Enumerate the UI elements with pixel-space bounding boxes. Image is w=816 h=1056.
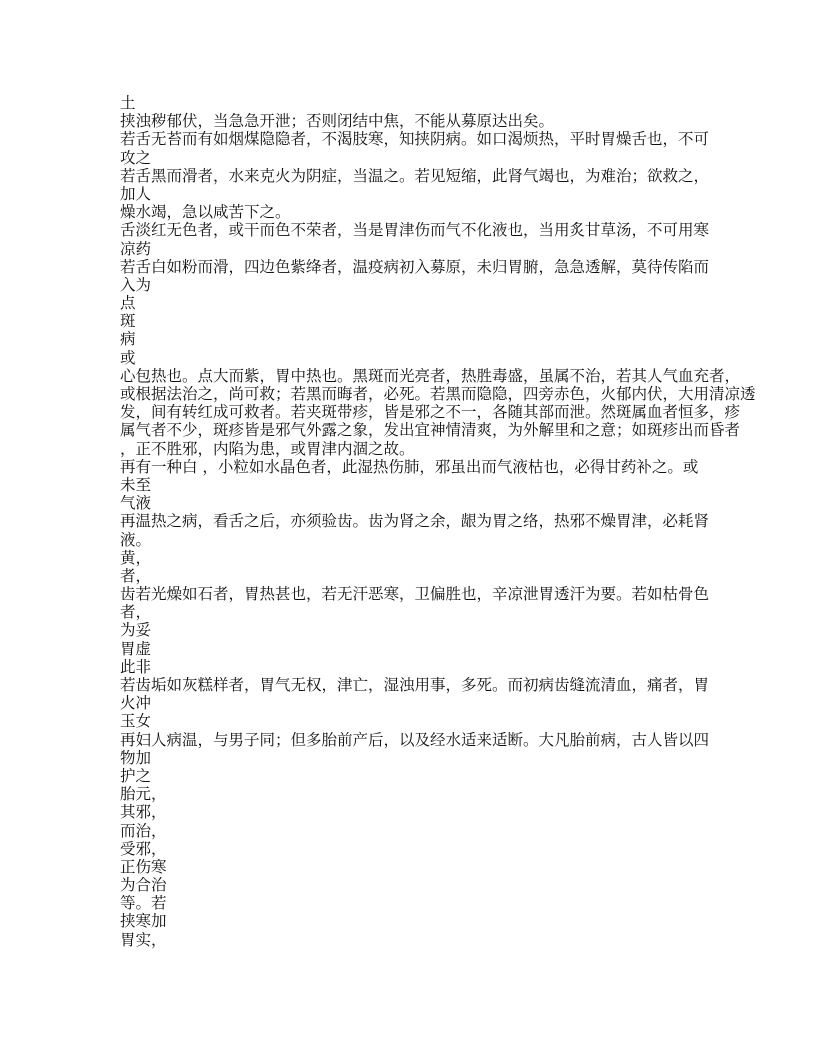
- text-line: 此非: [120, 657, 152, 676]
- text-line: 或: [120, 348, 136, 367]
- text-line: 心包热也。点大而紫，胃中热也。黑斑而光亮者，热胜毒盛，虽属不治，若其人气血充者，: [120, 366, 741, 385]
- text-line: 物加: [120, 748, 152, 767]
- text-line: 胃实，: [120, 930, 167, 949]
- text-line: 等。若: [120, 894, 167, 913]
- text-line: 病: [120, 330, 136, 349]
- text-line: 受邪，: [120, 839, 167, 858]
- text-line: 发，间有转红成可救者。若夹斑带疹，皆是邪之不一，各随其部而泄。然斑属血者恒多，疹: [120, 403, 741, 422]
- text-line: 正伤寒: [120, 857, 167, 876]
- text-line: 挟寒加: [120, 912, 167, 931]
- text-line: 点: [120, 294, 136, 313]
- text-line: 斑: [120, 312, 136, 331]
- text-line: 若舌黑而滑者，水来克火为阴症，当温之。若见短缩，此肾气竭也，为难治；欲救之，: [120, 166, 710, 185]
- text-line: 再有一种白 ，小粒如水晶色者，此湿热伤肺，邪虽出而气液枯也，必得甘药补之。或: [120, 457, 699, 476]
- text-line: 若舌白如粉而滑，四边色紫绛者，温疫病初入募原，未归胃腑，急急透解，莫待传陷而: [120, 257, 710, 276]
- text-line: 舌淡红无色者，或干而色不荣者，当是胃津伤而气不化液也，当用炙甘草汤，不可用寒: [120, 221, 710, 240]
- text-line: ，正不胜邪，内陷为患，或胃津内涸之故。: [120, 439, 415, 458]
- text-line: 凉药: [120, 239, 152, 258]
- text-line: 其邪，: [120, 803, 167, 822]
- text-line: 护之: [120, 766, 152, 785]
- text-line: 土: [120, 94, 136, 112]
- text-line: 玉女: [120, 712, 152, 731]
- text-line: 而治，: [120, 821, 167, 840]
- text-line: 入为: [120, 275, 152, 294]
- text-line: 气液: [120, 494, 152, 513]
- text-line: 若舌无苔而有如烟煤隐隐者，不渴肢寒，知挟阴病。如口渴烦热，平时胃燥舌也，不可: [120, 130, 710, 149]
- text-line: 胎元，: [120, 785, 167, 804]
- text-line: 胃虚: [120, 639, 152, 658]
- text-line: 黄，: [120, 548, 152, 567]
- text-line: 液。: [120, 530, 152, 549]
- text-line: 者，: [120, 566, 152, 585]
- text-line: 再妇人病温，与男子同；但多胎前产后，以及经水适来适断。大凡胎前病，古人皆以四: [120, 730, 710, 749]
- text-line: 攻之: [120, 148, 152, 167]
- text-line: 为合治: [120, 876, 167, 895]
- text-line: 燥水竭，急以咸苦下之。: [120, 203, 291, 222]
- text-line: 加人: [120, 184, 152, 203]
- text-line: 属气者不少，斑疹皆是邪气外露之象，发出宜神情清爽，为外解里和之意；如斑疹出而昏者: [120, 421, 741, 440]
- text-line: 未至: [120, 475, 152, 494]
- text-line: 挟浊秽郁伏，当急急开泄；否则闭结中焦，不能从募原达出矣。: [120, 112, 555, 131]
- document-page: [120, 94, 756, 949]
- text-line: 火冲: [120, 694, 152, 713]
- text-line: 再温热之病，看舌之后，亦须验齿。齿为肾之余，龈为胃之络，热邪不燥胃津，必耗肾: [120, 512, 710, 531]
- text-line: 若齿垢如灰糕样者，胃气无权，津亡，湿浊用事，多死。而初病齿缝流清血，痛者，胃: [120, 676, 710, 694]
- text-line: 齿若光燥如石者，胃热甚也，若无汗恶寒，卫偏胜也，辛凉泄胃透汗为要。若如枯骨色: [120, 585, 710, 604]
- text-line: 者，: [120, 603, 152, 622]
- text-line: 或根据法治之，尚可救；若黑而晦者，必死。若黑而隐隐，四旁赤色，火郁内伏，大用清凉透: [120, 385, 756, 403]
- text-line: 为妥: [120, 621, 152, 640]
